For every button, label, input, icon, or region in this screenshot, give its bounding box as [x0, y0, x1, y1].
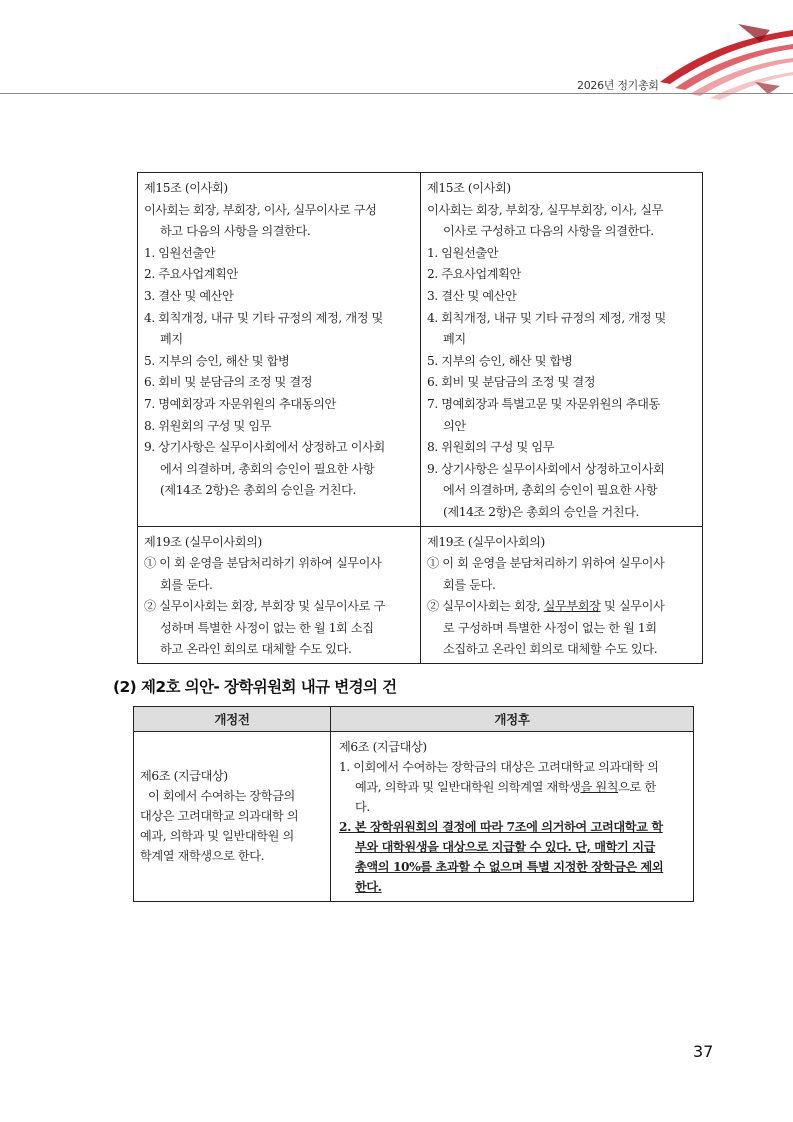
column-header-after: 개정후 [331, 707, 694, 732]
comparison-table [137, 172, 703, 664]
cell-before-article15 [138, 173, 421, 527]
cell-before-article19 [138, 526, 421, 664]
article-title: 제19조 (실무이사회의) [427, 534, 545, 549]
text-segment: 및 실무이사 [600, 599, 665, 614]
list-item [339, 817, 687, 837]
list-item-cont: 에서 의결하며, 총회의 승인이 필요한 사항 [443, 483, 658, 498]
list-item: 8. 위원회의 구성 및 임무 [427, 440, 555, 455]
paragraph-cont: 성하며 특별한 사정이 없는 한 월 1회 소집 [160, 620, 374, 635]
paragraph-cont: 하고 온라인 회의로 대체할 수도 있다. [160, 642, 352, 657]
paragraph: ① 이 회 운영을 분담처리하기 위하여 실무이사 [427, 556, 665, 571]
cell-before-article6 [134, 732, 331, 902]
paragraph-cont: 회를 둔다. [160, 577, 213, 592]
article-text: 이 회에서 수여하는 장학금의 [148, 789, 295, 803]
list-item-cont [339, 777, 687, 797]
list-item-cont [339, 837, 687, 857]
list-item-cont: 에서 의결하며, 총회의 승인이 필요한 사항 [160, 461, 375, 476]
paragraph: ② 실무이사회는 회장, 부회장 및 실무이사로 구 [144, 599, 385, 614]
table-row [138, 526, 703, 664]
list-item-cont: 폐지 [160, 332, 183, 347]
list-item-cont [339, 857, 687, 877]
list-item: 4. 회칙개정, 내규 및 기타 규정의 제정, 개정 및 [144, 310, 383, 325]
article-text: 학계열 재학생으로 한다. [140, 849, 265, 863]
list-item: 1. 이회에서 수여하는 장학금의 대상은 고려대학교 의과대학 의 [339, 760, 659, 774]
header-divider [0, 93, 793, 94]
table-row [134, 732, 694, 902]
table-row [138, 173, 703, 527]
page-number: 37 [693, 1042, 714, 1061]
amended-text: 을 원칙 [580, 780, 619, 794]
list-item: 2. 주요사업계획안 [144, 267, 238, 282]
list-item: 5. 지부의 승인, 해산 및 합병 [144, 353, 290, 368]
list-item: 6. 회비 및 분담금의 조정 및 결정 [427, 375, 596, 390]
article-title: 제15조 (이사회) [144, 181, 228, 195]
list-item: 8. 위원회의 구성 및 임무 [144, 418, 272, 433]
cell-after-article15 [421, 173, 703, 527]
list-item: 4. 회칙개정, 내규 및 기타 규정의 제정, 개정 및 [427, 310, 666, 325]
list-item: 1. 임원선출안 [144, 245, 216, 260]
list-item: 3. 결산 및 예산안 [427, 288, 517, 303]
list-item: 7. 명예회장과 특별고문 및 자문위원의 추대동 [427, 396, 660, 411]
article-text: 예과, 의학과 및 일반대학원 의 [140, 829, 294, 843]
paragraph: ① 이 회 운영을 분담처리하기 위하여 실무이사 [144, 556, 382, 571]
list-item: 6. 회비 및 분담금의 조정 및 결정 [144, 375, 313, 390]
paragraph-cont: 소집하고 온라인 회의로 대체할 수도 있다. [443, 642, 658, 657]
amended-text: 부와 대학원생을 대상으로 지급할 수 있다. 단, 매학기 지급 [355, 840, 656, 854]
column-header-before: 개정전 [134, 707, 331, 732]
section-heading: (2) 제2호 의안- 장학위원회 내규 변경의 건 [113, 678, 397, 696]
article-title: 제6조 (지급대상) [339, 740, 427, 754]
paragraph-cont: 회를 둔다. [443, 577, 496, 592]
list-item: 7. 명예회장과 자문위원의 추대동의안 [144, 396, 336, 411]
text-segment: 예과, 의학과 및 일반대학원 의학계열 재학생 [355, 780, 581, 794]
paragraph [427, 596, 697, 618]
text-segment: ② 실무이사회는 회장, [427, 599, 544, 614]
article-text: 이사회는 회장, 부회장, 실무부회장, 이사, 실무 [427, 202, 663, 217]
header-ribbon-logo [650, 22, 793, 102]
amended-text: 총액의 10%를 초과할 수 없으며 특별 지정한 장학금은 제외 [355, 860, 664, 874]
list-item: 2. 주요사업계획안 [427, 267, 521, 282]
list-item-cont: 폐지 [443, 332, 466, 347]
article-title: 제15조 (이사회) [427, 181, 511, 195]
cell-after-article6 [331, 732, 694, 902]
article-title: 제19조 (실무이사회의) [144, 534, 262, 549]
list-item-cont: 다. [355, 800, 370, 814]
article-text: 이사회는 회장, 부회장, 이사, 실무이사로 구성 [144, 202, 377, 217]
article-text: 이사로 구성하고 다음의 사항을 의결한다. [443, 224, 654, 239]
list-item-cont: (제14조 2항)은 총회의 승인을 거친다. [443, 504, 639, 519]
list-item: 9. 상기사항은 실무이사회에서 상정하고이사회 [427, 461, 665, 476]
list-item-cont [339, 877, 687, 897]
article-title: 제6조 (지급대상) [140, 769, 228, 783]
list-item-cont: (제14조 2항)은 총회의 승인을 거친다. [160, 483, 356, 498]
list-item: 1. 임원선출안 [427, 245, 499, 260]
text-segment: 으로 한 [618, 780, 656, 794]
list-item-cont: 의안 [443, 418, 466, 433]
amended-text: 2. 본 장학위원회의 결정에 따라 7조에 의거하여 고려대학교 학 [339, 820, 663, 834]
cell-after-article19 [421, 526, 703, 664]
article-text: 대상은 고려대학교 의과대학 의 [140, 809, 299, 823]
amendment-table [133, 706, 694, 902]
header-title: 2026년 정기총회 [577, 79, 659, 92]
list-item: 3. 결산 및 예산안 [144, 288, 234, 303]
paragraph-cont: 로 구성하며 특별한 사정이 없는 한 월 1회 [443, 620, 657, 635]
table-header-row [134, 707, 694, 732]
list-item: 5. 지부의 승인, 해산 및 합병 [427, 353, 573, 368]
amended-text: 실무부회장 [543, 599, 601, 614]
list-item: 9. 상기사항은 실무이사회에서 상정하고 이사회 [144, 440, 385, 455]
article-text: 하고 다음의 사항을 의결한다. [160, 224, 311, 239]
amended-text: 한다. [355, 880, 382, 894]
